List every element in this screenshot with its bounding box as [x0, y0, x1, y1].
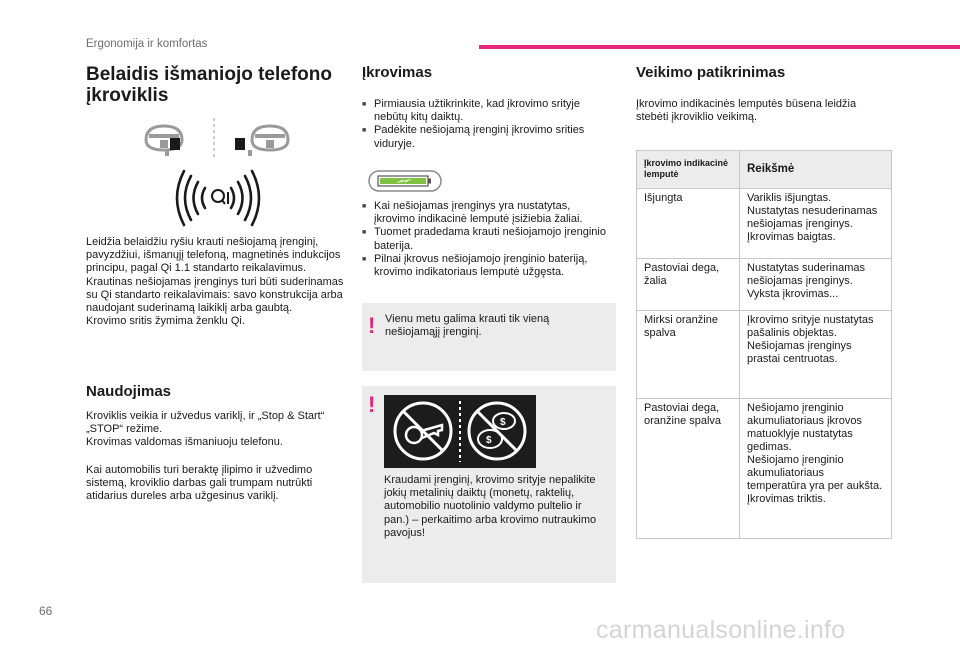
- list-item: ■ Pirmiausia užtikrinkite, kad įkrovimo srityje nebūtų kitų daiktų.: [362, 98, 612, 124]
- no-coins-icon: [469, 403, 525, 459]
- header-accent-bar: [479, 45, 960, 49]
- notice-text: Vienu metu galima krauti tik vieną nešiojamąjį įrenginį.: [385, 313, 550, 339]
- usage-heading: Naudojimas: [86, 383, 172, 400]
- column-charging: [362, 64, 616, 539]
- notice-text: Kraudami įrenginį, krovimo srityje nepalikite jokių metalinių daiktų (monetų, raktelių, automobilio nuotolinio valdymo pultelio ir pan.) – perkaitimo arba krovimo nutraukimo pavojus!: [384, 474, 597, 539]
- usage-paragraph-1: Kroviklis veikia ir užvedus variklį, ir „Stop & Start“ „STOP“ režime. Krovimas valdomas išmaniuoju telefonu.: [86, 410, 325, 449]
- page-number: 66: [39, 604, 53, 618]
- table-cell: Pastoviai dega, žalia: [637, 259, 740, 311]
- warning-mark: !: [368, 392, 376, 417]
- table-cell: Variklis išjungtas. Nustatytas nesuderinamas nešiojamas įrenginys. Įkrovimas baigtas.: [740, 189, 892, 259]
- table-header-row: [637, 151, 892, 189]
- list-item: ■ Pilnai įkrovus nešiojamojo įrenginio bateriją, krovimo indikatoriaus lemputė užgęsta.: [362, 253, 614, 279]
- table-row: [637, 311, 892, 399]
- battery-indicator-icon: [368, 170, 444, 192]
- charging-heading: Įkrovimas: [362, 64, 433, 81]
- table-row: [637, 189, 892, 259]
- notice-metal-objects: [362, 386, 616, 583]
- table-cell: Nustatytas suderinamas nešiojamas įrenginys. Vyksta įkrovimas...: [740, 259, 892, 311]
- table-cell: Įkrovimo srityje nustatytas pašalinis objektas. Nešiojamas įrenginys prastai centruotas.: [740, 311, 892, 399]
- page-title: Belaidis išmaniojo telefono įkroviklis: [86, 64, 332, 106]
- list-item: ■ Kai nešiojamas įrenginys yra nustatytas, įkrovimo indikacinė lemputė įsižiebia žaliai.: [362, 200, 614, 226]
- charging-status-list: [362, 200, 614, 279]
- table-row: [637, 259, 892, 311]
- table-header: Įkrovimo indikacinė lemputė: [637, 151, 740, 189]
- column-operation-check: [636, 64, 892, 505]
- indicator-status-table: [636, 150, 892, 539]
- table-cell: Pastoviai dega, oranžine spalva: [637, 399, 740, 539]
- intro-paragraph: Leidžia belaidžiu ryšiu krauti nešiojamą įrenginį, pavyzdžiui, išmanųjį telefoną, magnetinės indukcijos principu, pagal Qi 1.1 standarto reikalavimus. Krautinas nešiojamas įrenginys turi būti suderinamas su Qi standarto reikalavimais: savo konstrukcija arba naudojant suderinamą laikiklį arba gaubtą. Krovimo sritis žymima ženklu Qi.: [86, 236, 344, 328]
- header-section-label: Ergonomija ir komfortas: [86, 38, 208, 50]
- notice-single-device: [362, 303, 616, 371]
- list-item: ■ Tuomet pradedama krauti nešiojamojo įrenginio baterija.: [362, 226, 614, 252]
- prohibition-pictogram: [384, 395, 536, 468]
- operation-check-heading: Veikimo patikrinimas: [636, 64, 786, 81]
- charging-steps-list: [362, 98, 612, 151]
- watermark: carmanualsonline.info: [596, 616, 846, 644]
- table-row: [637, 399, 892, 539]
- list-item: ■ Padėkite nešiojamą įrenginį įkrovimo srities viduryje.: [362, 124, 612, 150]
- steering-wheel-icon: [140, 116, 290, 160]
- no-key-icon: [395, 403, 451, 459]
- column-intro: [86, 64, 344, 503]
- svg-text:$: $: [500, 417, 506, 428]
- svg-text:$: $: [486, 435, 492, 446]
- wireless-qi-icon: [172, 168, 264, 228]
- operation-check-intro: Įkrovimo indikacinės lemputės būsena leidžia stebėti įkroviklio veikimą.: [636, 98, 857, 124]
- table-header: Reikšmė: [740, 151, 892, 189]
- table-cell: Mirksi oranžine spalva: [637, 311, 740, 399]
- table-cell: Išjungta: [637, 189, 740, 259]
- usage-paragraph-2: Kai automobilis turi beraktę įlipimo ir užvedimo sistemą, kroviklio darbas gali trumpam nutrūkti atidarius dureles arba užgesinus variklį.: [86, 464, 313, 503]
- warning-mark: !: [368, 313, 376, 338]
- table-cell: Nešiojamo įrenginio akumuliatoriaus įkrovos matuoklyje nustatytas gedimas. Nešiojamo įrenginio akumuliatoriaus temperatūra yra per aukšta. Įkrovimas triktis.: [740, 399, 892, 539]
